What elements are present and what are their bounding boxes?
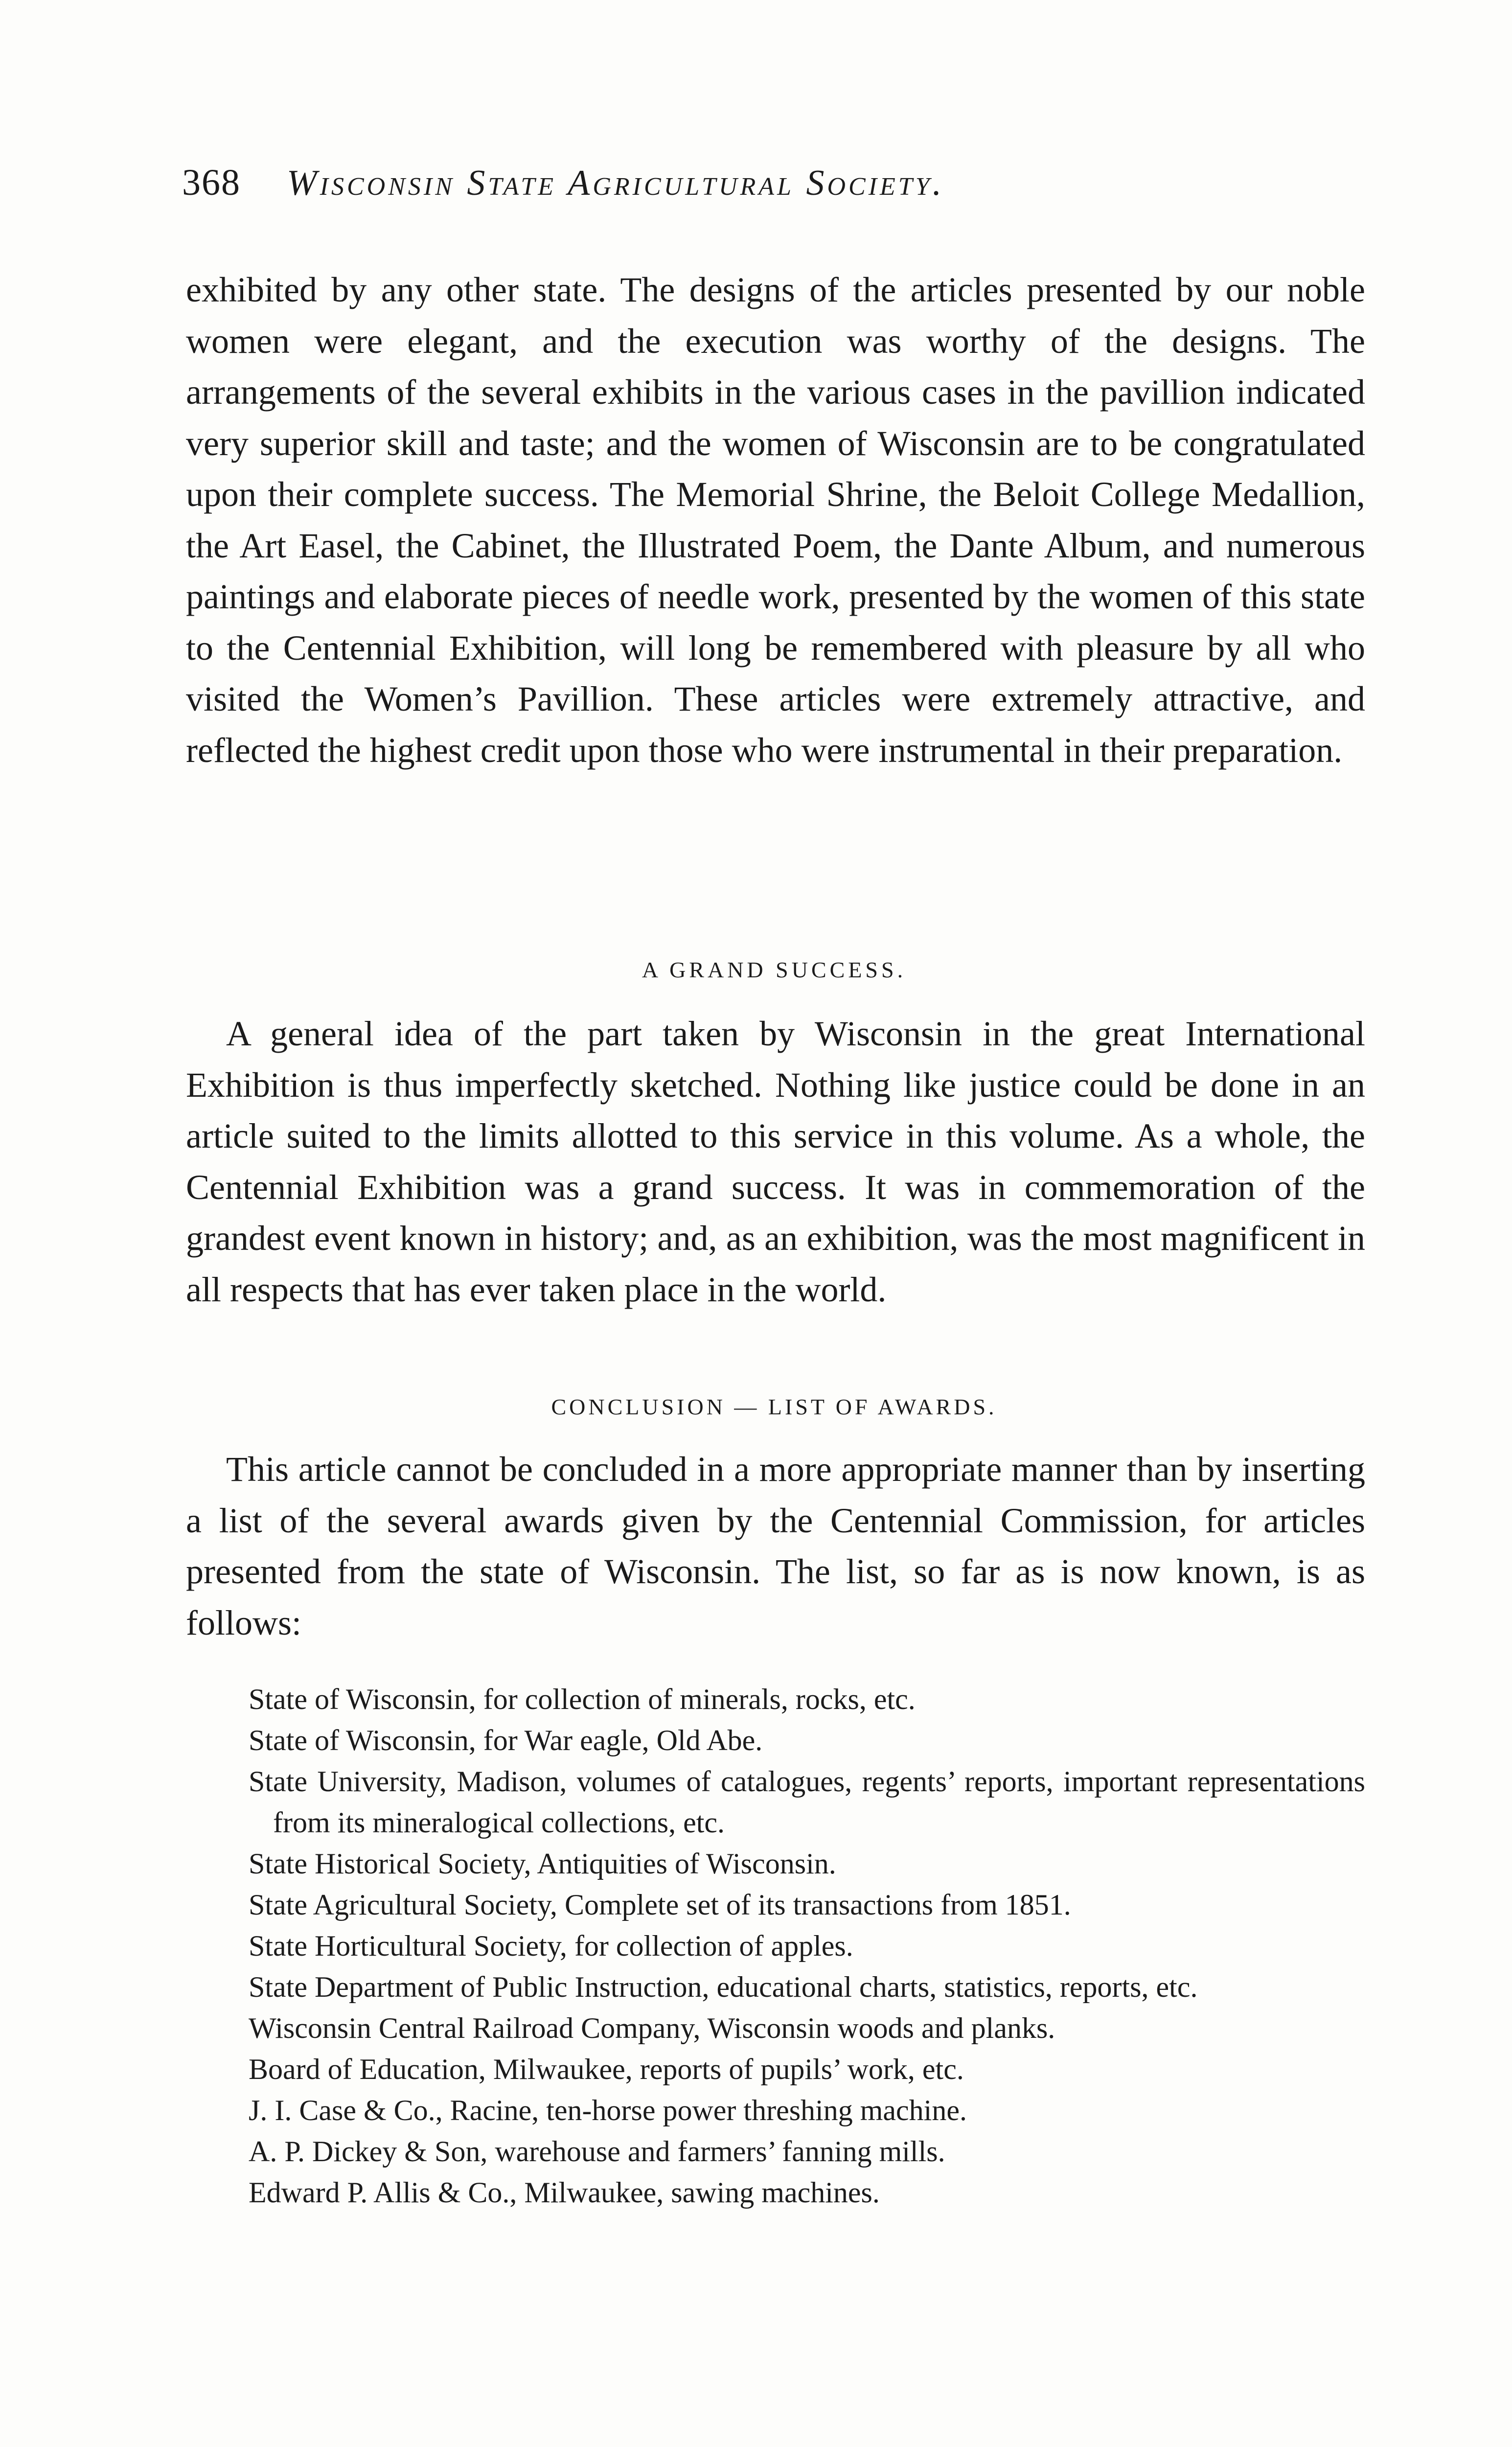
award-item: State Horticultural Society, for collection of apples. <box>249 1930 853 1962</box>
paragraph-grand-success: A general idea of the part taken by Wisconsin in the great International Exhibition is thus imperfectly sketched. Nothing like justice could be done in an article suited to the limits allotted to this service in this volume. As a whole, the Centennial Exhibition was a grand success. It was in commemoration of the grandest event known in history; and, as an exhibition, was the most magnificent in all respects that has ever taken place in the world. <box>186 1014 1365 1309</box>
award-item: J. I. Case & Co., Racine, ten-horse power threshing machine. <box>249 2094 967 2126</box>
award-item: State Department of Public Instruction, educational charts, statistics, reports, etc. <box>249 1971 1198 2003</box>
paragraph-conclusion: This article cannot be concluded in a more appropriate manner than by inserting a list of the several awards given by the Centennial Commission, for articles presented from the state of Wisconsin. The list, so far as is now known, is as follows: <box>186 1450 1365 1642</box>
award-item: State of Wisconsin, for collection of minerals, rocks, etc. <box>249 1683 916 1715</box>
running-head: Wisconsin State Agricultural Society. <box>287 163 945 203</box>
section-heading-conclusion: CONCLUSION — LIST OF AWARDS. <box>551 1394 997 1419</box>
paragraph-womens-pavillion: exhibited by any other state. The designs of the articles presented by our noble women were elegant, and the execution was worthy of the designs. The arrangements of the several exhibits in the various cases in the pavillion indicated very superior skill and taste; and the women of Wisconsin are to be congratulated upon their complete success. The Memorial Shrine, the Beloit College Medallion, the Art Easel, the Cabinet, the Illustrated Poem, the Dante Album, and numerous paintings and elaborate pieces of needle work, presented by the women of this state to the Centennial Exhibition, will long be remembered with pleasure by all who visited the Women’s Pavillion. These articles were extremely attractive, and reflected the highest credit upon those who were instrumental in their preparation. <box>186 270 1365 770</box>
section-heading-grand-success: A GRAND SUCCESS. <box>641 957 907 982</box>
award-item: A. P. Dickey & Son, warehouse and farmers’ fanning mills. <box>249 2135 945 2168</box>
award-item: State University, Madison, volumes of catalogues, regents’ reports, important representations from its mineralogical collections, etc. <box>249 1765 1365 1839</box>
award-item: Board of Education, Milwaukee, reports of pupils’ work, etc. <box>249 2053 964 2085</box>
award-item: State Agricultural Society, Complete set of its transactions from 1851. <box>249 1889 1071 1921</box>
award-item: Wisconsin Central Railroad Company, Wisconsin woods and planks. <box>249 2012 1055 2044</box>
award-item: State of Wisconsin, for War eagle, Old Abe. <box>249 1724 763 1756</box>
page-header <box>182 162 1366 220</box>
page-number: 368 <box>182 162 241 203</box>
awards-list <box>249 1679 1365 2213</box>
award-item: State Historical Society, Antiquities of Wisconsin. <box>249 1847 836 1880</box>
award-item: Edward P. Allis & Co., Milwaukee, sawing machines. <box>249 2176 880 2209</box>
